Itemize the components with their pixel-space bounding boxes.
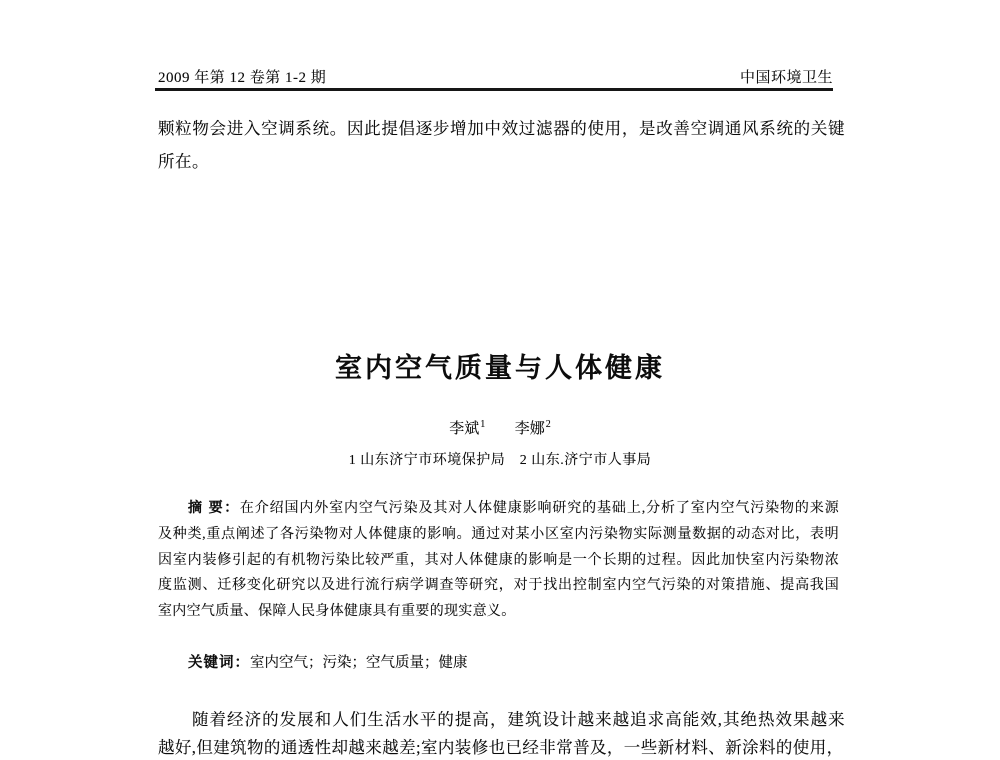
- author-affiliation-marker: 2: [545, 419, 551, 430]
- abstract-line: 因室内装修引起的有机物污染比较严重，其对人体健康的影响是一个长期的过程。因此加快室内污染物浓: [158, 552, 839, 568]
- abstract-line: 室内空气质量、保障人民身体健康具有重要的现实意义。: [158, 604, 516, 620]
- abstract-line: 度监测、迁移变化研究以及进行流行病学调查等研究，对于找出控制室内空气污染的对策措施、提高我国: [158, 578, 839, 594]
- abstract-label: 摘 要：: [188, 501, 240, 516]
- issue-info: 2009 年第 12 卷第 1-2 期: [158, 70, 327, 86]
- abstract: [158, 496, 839, 625]
- journal-name: 中国环境卫生: [739, 70, 833, 86]
- author-name: 李娜$^2$: [514, 419, 551, 437]
- keywords-label: 关键词：: [188, 655, 250, 671]
- body-line: 越好,但建筑物的通透性却越来越差;室内装修也已经非常普及，一些新材料、新涂料的使用，: [158, 737, 844, 757]
- header-rule: [155, 88, 833, 91]
- abstract-line: 及种类,重点阐述了各污染物对人体健康的影响。通过对某小区室内污染物实际测量数据的动态对比，表明: [158, 526, 839, 542]
- running-head: [158, 66, 833, 87]
- abstract-line: 摘 要：在介绍国内外室内空气污染及其对人体健康影响研究的基础上,分析了室内空气污染物的来源: [188, 501, 839, 516]
- paragraph-line: 所在。: [158, 152, 209, 171]
- body-line: 随着经济的发展和人们生活水平的提高，建筑设计越来越追求高能效,其绝热效果越来: [192, 710, 845, 729]
- author-line: [0, 417, 1000, 438]
- author-affiliation-marker: 1: [480, 419, 486, 430]
- author-name: 李斌$^1$: [449, 419, 486, 437]
- article-title: 室内空气质量与人体健康: [335, 353, 665, 383]
- affiliations: 1 山东济宁市环境保护局 2 山东.济宁市人事局: [348, 453, 652, 468]
- body-paragraph: [158, 706, 845, 760]
- intro-paragraph: [158, 112, 845, 178]
- keywords-line: [158, 651, 839, 672]
- paragraph-line: 颗粒物会进入空调系统。因此提倡逐步增加中效过滤器的使用，是改善空调通风系统的关键: [158, 119, 845, 138]
- keywords-text: 室内空气；污染；空气质量；健康: [250, 655, 468, 671]
